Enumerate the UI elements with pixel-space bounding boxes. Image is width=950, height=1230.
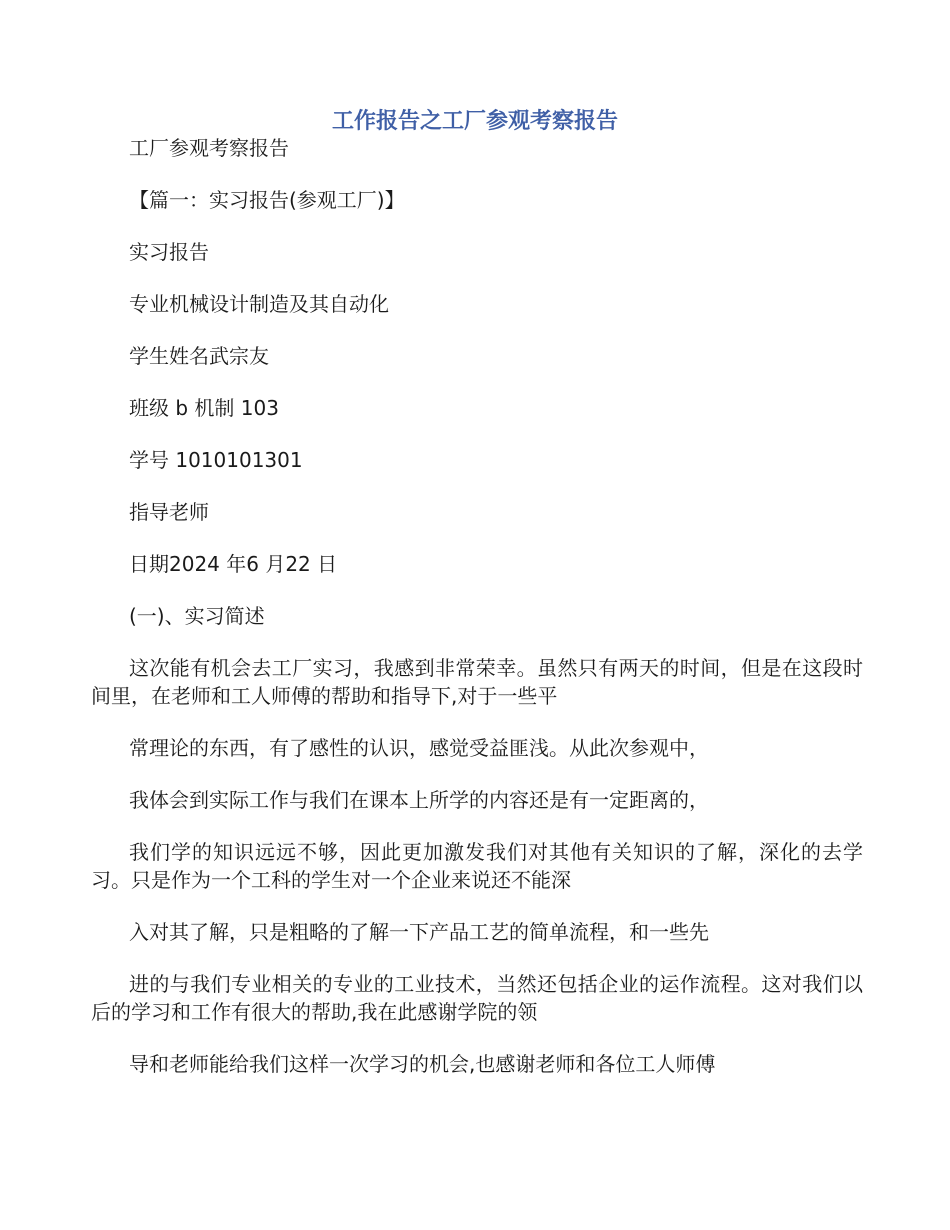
paragraph: 学号 1010101301	[129, 448, 303, 472]
paragraph: 日期2024 年6 月22 日	[129, 552, 338, 576]
paragraph: 学生姓名武宗友	[129, 344, 269, 368]
paragraph: (一)、实习简述	[129, 604, 265, 628]
paragraph: 常理论的东西，有了感性的认识，感觉受益匪浅。从此次参观中，	[129, 736, 709, 760]
paragraph: 实习报告	[129, 240, 209, 264]
document-body	[91, 134, 863, 1078]
paragraph: 这次能有机会去工厂实习，我感到非常荣幸。虽然只有两天的时间，但是在这段时间里，在老师和工人师傅的帮助和指导下,对于一些平	[91, 656, 863, 708]
paragraph: 指导老师	[129, 500, 209, 524]
paragraph: 我们学的知识远远不够，因此更加激发我们对其他有关知识的了解，深化的去学习。只是作为一个工科的学生对一个企业来说还不能深	[91, 840, 863, 892]
paragraph: 进的与我们专业相关的专业的工业技术，当然还包括企业的运作流程。这对我们以后的学习和工作有很大的帮助,我在此感谢学院的领	[91, 972, 863, 1024]
paragraph: 入对其了解，只是粗略的了解一下产品工艺的简单流程，和一些先	[129, 920, 709, 944]
paragraph: 【篇一：实习报告(参观工厂)】	[129, 188, 405, 212]
document-title: 工作报告之工厂参观考察报告	[331, 108, 618, 134]
paragraph: 班级 b 机制 103	[129, 396, 279, 420]
paragraph: 专业机械设计制造及其自动化	[129, 292, 389, 316]
paragraph: 工厂参观考察报告	[129, 136, 289, 160]
paragraph: 我体会到实际工作与我们在课本上所学的内容还是有一定距离的，	[129, 788, 709, 812]
paragraph: 导和老师能给我们这样一次学习的机会,也感谢老师和各位工人师傅	[129, 1052, 716, 1076]
